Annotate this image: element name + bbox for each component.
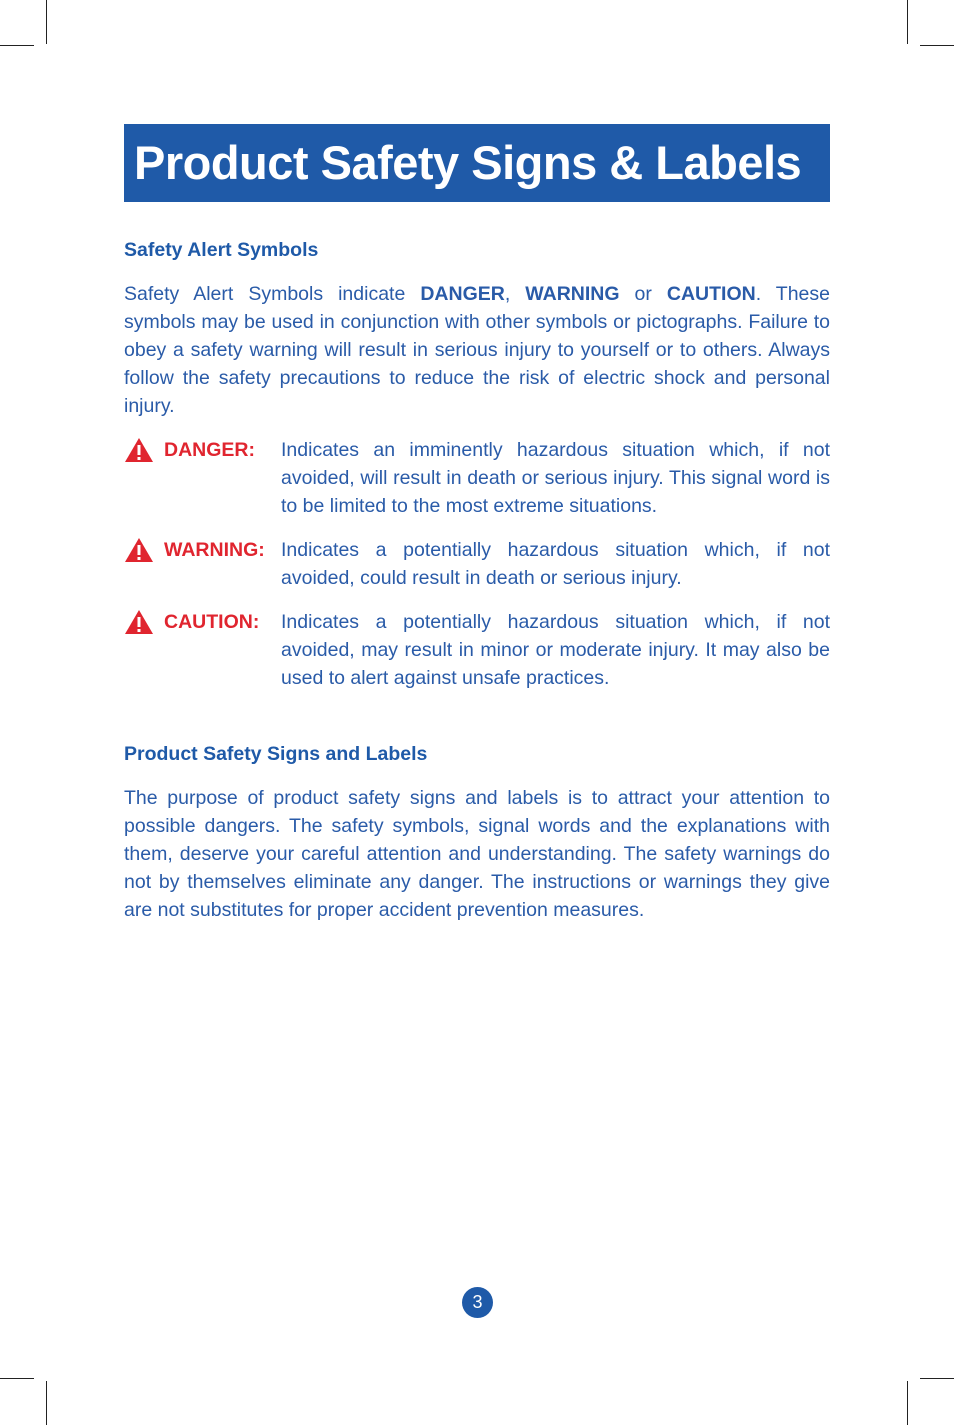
keyword-warning: WARNING	[525, 283, 620, 305]
definition-caution	[124, 608, 830, 692]
crop-mark	[907, 0, 908, 44]
warning-triangle-icon	[124, 537, 154, 563]
crop-mark	[0, 1378, 34, 1379]
crop-mark	[0, 45, 34, 46]
crop-mark	[907, 1381, 908, 1425]
definition-text: Indicates a potentially hazardous situation which, if not avoided, could result in death or serious injury.	[281, 539, 830, 589]
separator: or	[619, 283, 667, 305]
product-safety-section	[124, 740, 830, 924]
keyword-danger: DANGER	[420, 283, 505, 305]
warning-triangle-icon	[124, 437, 154, 463]
definition-warning	[124, 536, 830, 592]
signal-word-warning: WARNING:	[164, 539, 265, 561]
product-safety-body: The purpose of product safety signs and labels is to attract your attention to possible dangers. The safety symbols, signal words and the explanations with them, deserve your careful attention and understanding. The safety warnings do not by themselves eliminate any danger. The instructions or warnings they give are not substitutes for proper accident prevention measures.	[124, 787, 830, 921]
crop-mark	[46, 0, 47, 44]
crop-mark	[920, 1378, 954, 1379]
definition-text: Indicates an imminently hazardous situation which, if not avoided, will result in death or serious injury. This signal word is to be limited to the most extreme situations.	[281, 439, 830, 517]
definition-text: Indicates a potentially hazardous situation which, if not avoided, may result in minor or moderate injury. It may also be used to alert against unsafe practices.	[281, 611, 830, 689]
intro-text: . These symbols may be used in conjunction with other symbols or pictographs. Failure to obey a safety warning will result in serious injury to yourself or to others. Always follow the safety precautions to reduce the risk of electric shock and personal injury.	[124, 283, 830, 417]
definition-danger	[124, 436, 830, 520]
crop-mark	[46, 1381, 47, 1425]
main-content	[124, 236, 830, 924]
crop-mark	[920, 45, 954, 46]
signal-word-danger: DANGER:	[164, 439, 255, 461]
warning-triangle-icon	[124, 609, 154, 635]
separator: ,	[504, 283, 526, 305]
section-heading-safety-alert-symbols: Safety Alert Symbols	[124, 239, 319, 261]
keyword-caution: CAUTION	[666, 283, 756, 305]
section-heading-product-safety-signs: Product Safety Signs and Labels	[124, 743, 428, 765]
signal-word-caution: CAUTION:	[164, 611, 260, 633]
signal-word-definitions	[124, 436, 830, 692]
intro-text: Safety Alert Symbols indicate	[124, 283, 421, 305]
page-number-badge: 3	[462, 1287, 493, 1318]
safety-alert-intro	[124, 280, 830, 420]
page-title: Product Safety Signs & Labels	[124, 124, 830, 202]
